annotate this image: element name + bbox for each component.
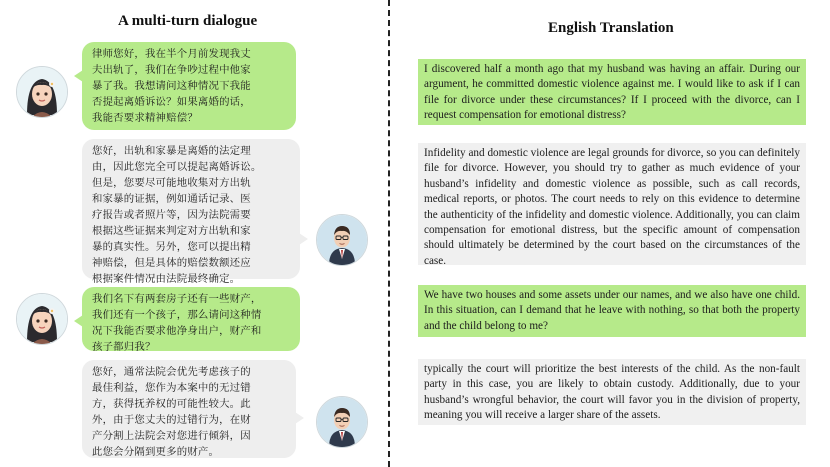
user-message-bubble: 我们名下有两套房子还有一些财产， 我们还有一个孩子，那么请问这种情 况下我能否要求他净身出户，财产和 孩子都归我？ [82,287,300,351]
column-divider [388,0,390,467]
translation-lawyer-1: Infidelity and domestic violence are legal grounds for divorce, so you can definitely file for divorce. However, you should try to gather as much evidence of your husband’s infidelity and domestic violence as possible, such as call records, medical reports, or photos. The court needs to rely on this evidence to determine the authenticity of the infidelity and domestic violence. Additionally, you can claim compensation for emotional distress, but the specific amount of compensation should ultimately be determined by the court based on the circumstances of the case. [418,143,806,265]
woman-avatar-icon [16,293,68,345]
woman-avatar-icon [16,66,68,118]
lawyer-avatar-icon [316,214,368,266]
left-title: A multi-turn dialogue [118,13,258,29]
translation-lawyer-2: typically the court will prioritize the best interests of the child. As the non-fault party in this case, you are likely to obtain custody. Additionally, due to your husband’s wrongful behavior, the court will favor you in the division of property, meaning you will receive a larger share of the assets. [418,359,806,425]
right-title: English Translation [548,20,674,36]
lawyer-message-bubble: 您好，出轨和家暴是离婚的法定理 由，因此您完全可以提起离婚诉讼。 但是，您要尽可能地收集对方出轨 和家暴的证据，例如通话记录、医 疗报告或者照片等，因为法院需要 根据这些证据来判定对方出轨和家 暴的真实性。另外，您可以提出精 神赔偿，但是具体的赔偿数额还应 根据案件情况由法院最终确定。 [82,139,300,279]
translation-user-2: We have two houses and some assets under our names, and we also have one child. In this situation, can I demand that he leave with nothing, so that both the property and the child belong to me? [418,285,806,337]
lawyer-message-bubble: 您好，通常法院会优先考虑孩子的 最佳利益，您作为本案中的无过错 方，获得抚养权的可能性较大。此 外，由于您丈夫的过错行为，在财 产分割上法院会对您进行倾斜，因 此您会分隔到更多的财产。 [82,360,296,458]
lawyer-avatar-icon [316,396,368,448]
user-message-bubble: 律师您好，我在半个月前发现我丈 夫出轨了，我们在争吵过程中他家 暴了我。我想请问这种情况下我能 否提起离婚诉讼？如果离婚的话， 我能否要求精神赔偿？ [82,42,296,130]
translation-user-1: I discovered half a month ago that my husband was having an affair. During our argument, he committed domestic violence against me. I would like to ask if I can file for divorce under these circumstances? If I proceed with the divorce, can I request compensation for emotional distress? [418,59,806,125]
